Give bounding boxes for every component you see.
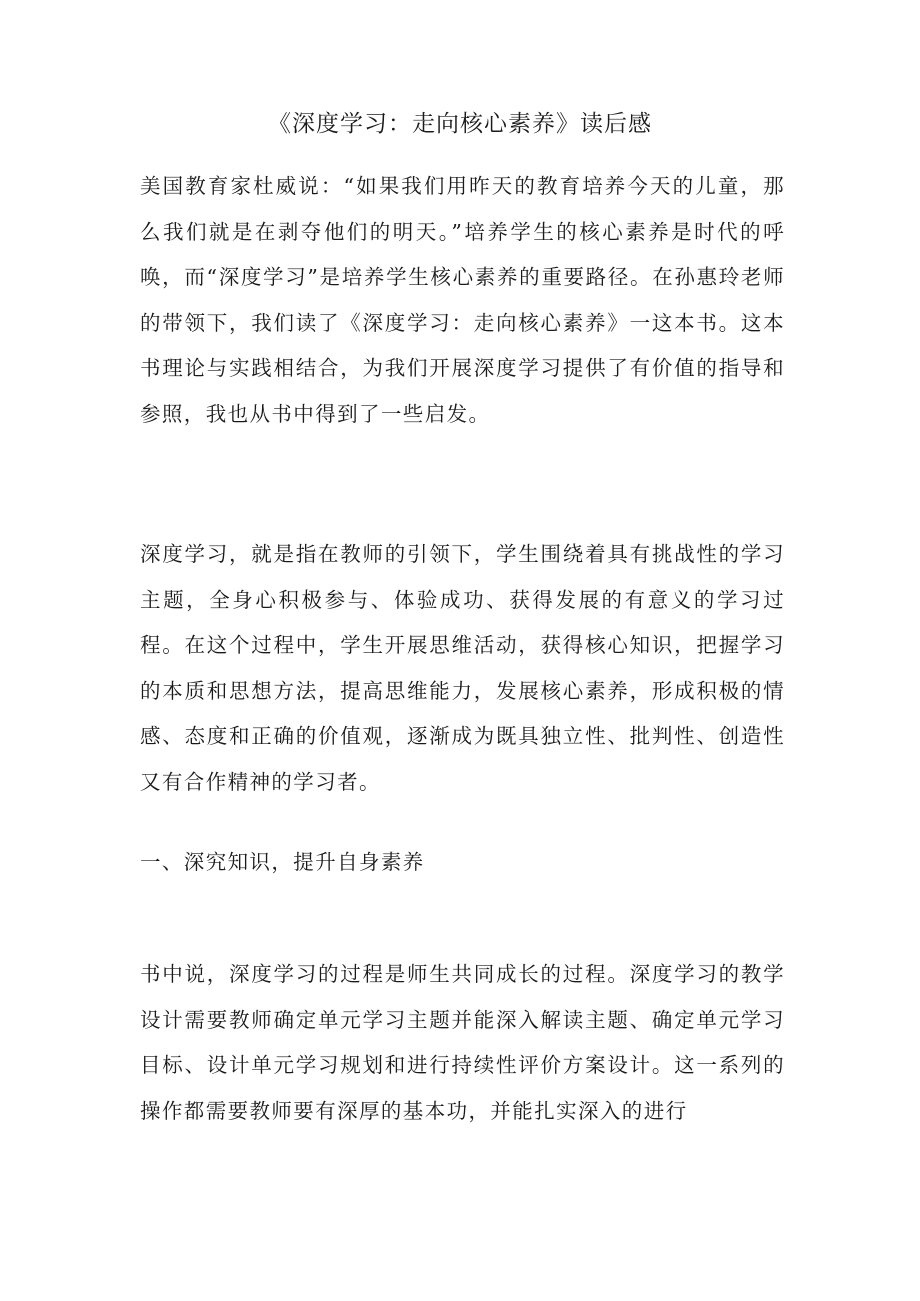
section-heading: 一、深究知识，提升自身素养 xyxy=(140,850,425,874)
paragraph-definition: 深度学习，就是指在教师的引领下，学生围绕着具有挑战性的学习主题，全身心积极参与、体验成功、获得发展的有意义的学习过程。在这个过程中，学生开展思维活动，获得核心知识，把握学习的本质和思想方法，提高思维能力，发展核心素养，形成积极的情感、态度和正确的价值观，逐渐成为既具独立性、批判性、创造性又有合作精神的学习者。 xyxy=(140,542,785,794)
paragraph-section-one: 书中说，深度学习的过程是师生共同成长的过程。深度学习的教学设计需要教师确定单元学习主题并能深入解读主题、确定单元学习目标、设计单元学习规划和进行持续性评价方案设计。这一系列的操作都需要教师要有深厚的基本功，并能扎实深入的进行 xyxy=(140,962,785,1123)
paragraph-intro: 美国教育家杜威说：“如果我们用昨天的教育培养今天的儿童，那么我们就是在剥夺他们的明天。”培养学生的核心素养是时代的呼唤，而“深度学习”是培养学生核心素养的重要路径。在孙惠玲老师的带领下，我们读了《深度学习：走向核心素养》一这本书。这本书理论与实践相结合，为我们开展深度学习提供了有价值的指导和参照，我也从书中得到了一些启发。 xyxy=(140,174,785,426)
document-title: 《深度学习：走向核心素养》读后感 xyxy=(268,111,652,137)
